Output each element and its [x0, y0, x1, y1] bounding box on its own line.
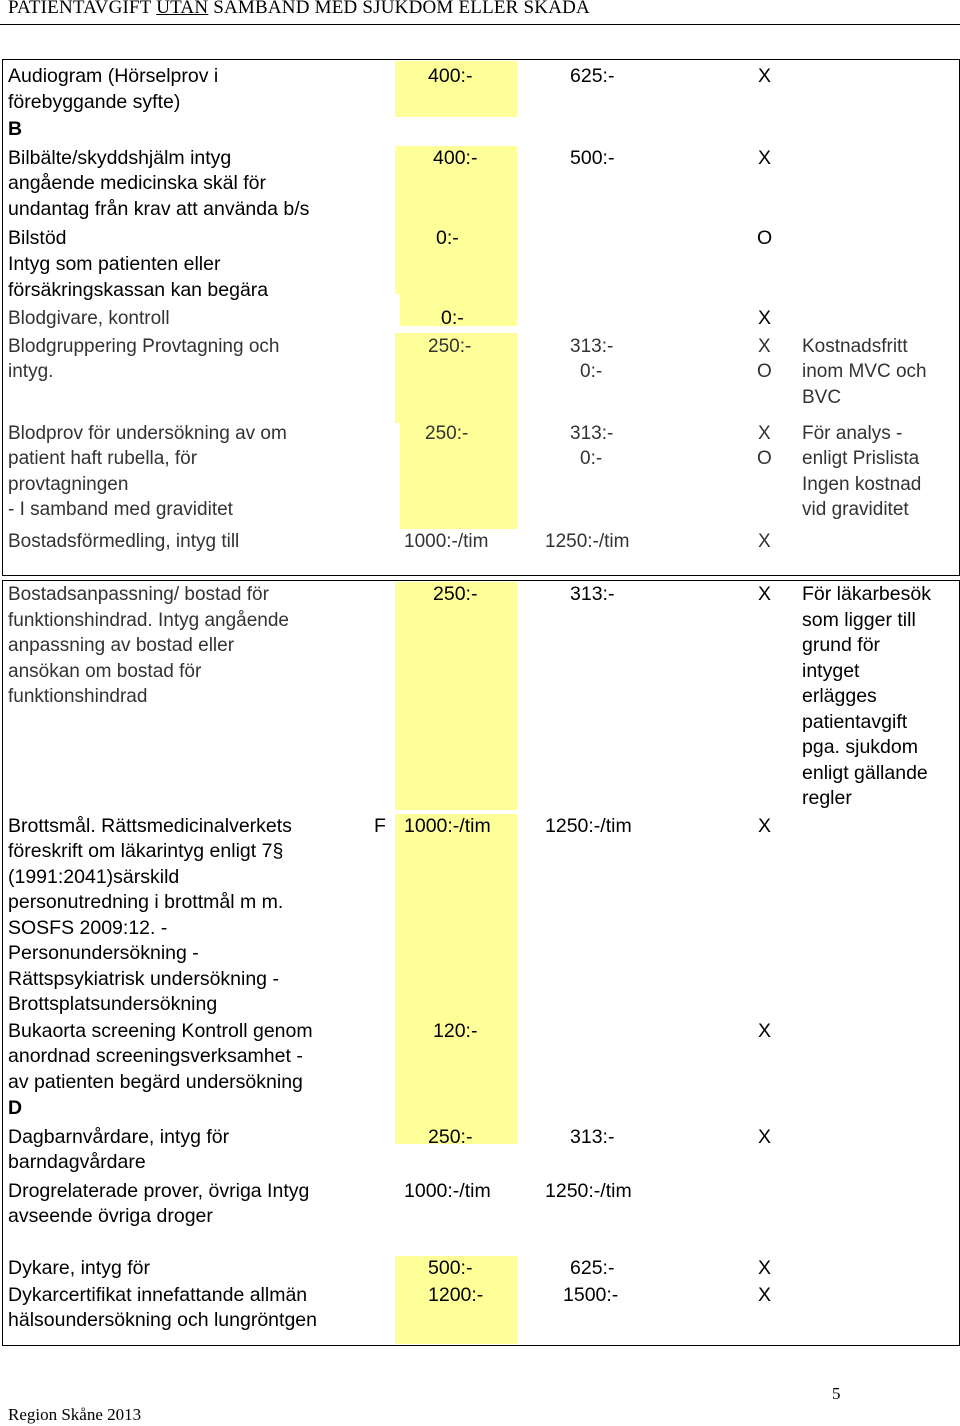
row-dykare-label: Dykare, intyg för: [8, 1257, 150, 1279]
row-brottsmal-label: Personundersökning -: [8, 942, 199, 964]
row-audiogram-price-a: 400:-: [428, 65, 473, 87]
row-audiogram-price-b: 625:-: [570, 65, 615, 87]
row-brottsmal-flag: F: [374, 815, 386, 837]
row-bostadsanpassning-note: intyget: [802, 660, 860, 682]
row-bostadsanpassning-note: grund för: [802, 634, 881, 656]
row-bukaorta-label: av patienten begärd undersökning: [8, 1071, 303, 1093]
row-blodgivare-label: Blodgivare, kontroll: [8, 308, 170, 329]
header-suffix: SAMBAND MED SJUKDOM ELLER SKADA: [208, 0, 590, 18]
row-bostadsformedling-price-b: 1250:-/tim: [545, 531, 630, 552]
row-dykarcertifikat-price-a: 1200:-: [428, 1284, 484, 1306]
row-bukaorta-label: Bukaorta screening Kontroll genom: [8, 1020, 313, 1042]
row-bostadsformedling-code: X: [758, 531, 771, 552]
row-brottsmal-label: Brottsplatsundersökning: [8, 993, 218, 1015]
row-bostadsformedling-label: Bostadsförmedling, intyg till: [8, 531, 240, 552]
row-blodprov-note: vid graviditet: [802, 499, 909, 520]
row-audiogram-code: X: [758, 65, 772, 87]
row-blodprov-label: - I samband med graviditet: [8, 499, 233, 520]
row-bilbalte-code: X: [758, 147, 772, 169]
row-brottsmal-code: X: [758, 815, 772, 837]
row-blodgruppering-note: BVC: [802, 387, 842, 408]
row-blodprov-code-alt: O: [757, 448, 772, 469]
row-blodgruppering-code: X: [758, 336, 771, 357]
row-blodprov-label: patient haft rubella, för: [8, 448, 198, 469]
row-bilbalte-price-b: 500:-: [570, 147, 615, 169]
row-bostadsanpassning-note: erlägges: [802, 685, 877, 707]
page-header: [8, 0, 590, 19]
row-brottsmal-price-b: 1250:-/tim: [545, 815, 632, 837]
row-drogrelaterade-price-b: 1250:-/tim: [545, 1180, 632, 1202]
row-drogrelaterade-label: Drogrelaterade prover, övriga Intyg: [8, 1180, 310, 1202]
section-letter-d: D: [8, 1097, 23, 1119]
row-blodgruppering-label: intyg.: [8, 361, 54, 382]
row-brottsmal-label: Rättspsykiatrisk undersökning -: [8, 968, 279, 990]
row-bostadsanpassning-price-b: 313:-: [570, 583, 615, 605]
row-dykare-price-a: 500:-: [428, 1257, 473, 1279]
row-bostadsanpassning-price-a: 250:-: [433, 583, 478, 605]
row-bilstod-label: Bilstöd: [8, 227, 67, 249]
section-letter-b: B: [8, 118, 23, 140]
row-bostadsanpassning-note: För läkarbesök: [802, 583, 931, 605]
row-blodgruppering-note: Kostnadsfritt: [802, 336, 908, 357]
row-blodprov-label: provtagningen: [8, 474, 129, 495]
row-dykarcertifikat-label: hälsoundersökning och lungröntgen: [8, 1309, 317, 1331]
row-blodgruppering-code-alt: O: [757, 361, 772, 382]
row-dykarcertifikat-label: Dykarcertifikat innefattande allmän: [8, 1284, 308, 1306]
row-blodprov-price-b-alt: 0:-: [580, 448, 603, 469]
row-bilstod-price-a: 0:-: [436, 227, 459, 249]
header-prefix: PATIENTAVGIFT: [8, 0, 157, 18]
header-underlined: UTAN: [156, 0, 209, 18]
row-brottsmal-price-a: 1000:-/tim: [404, 815, 491, 837]
row-blodgruppering-price-a: 250:-: [428, 336, 472, 357]
row-blodgivare-price-a: 0:-: [441, 307, 464, 329]
row-blodprov-price-a: 250:-: [425, 423, 469, 444]
row-dykarcertifikat-price-b: 1500:-: [563, 1284, 619, 1306]
row-blodprov-label: Blodprov för undersökning av om: [8, 423, 287, 444]
row-audiogram-label: Audiogram (Hörselprov i: [8, 65, 219, 87]
row-dagbarnvardare-label: Dagbarnvårdare, intyg för: [8, 1126, 230, 1148]
row-bostadsanpassning-label: funktionshindrad: [8, 686, 148, 707]
row-drogrelaterade-price-a: 1000:-/tim: [404, 1180, 491, 1202]
row-audiogram-label: förebyggande syfte): [8, 91, 181, 113]
row-blodprov-note: För analys -: [802, 423, 903, 444]
row-bostadsanpassning-note: som ligger till: [802, 609, 916, 631]
row-bilbalte-label: undantag från krav att använda b/s: [8, 198, 310, 220]
footer-organization: Region Skåne 2013: [8, 1405, 142, 1424]
row-bostadsanpassning-note: patientavgift: [802, 711, 908, 733]
row-brottsmal-label: personutredning i brottmål m m.: [8, 891, 284, 913]
row-bostadsformedling-price-a: 1000:-/tim: [404, 531, 489, 552]
row-brottsmal-label: Brottsmål. Rättsmedicinalverkets: [8, 815, 292, 837]
row-brottsmal-label: SOSFS 2009:12. -: [8, 917, 168, 939]
row-blodprov-note: Ingen kostnad: [802, 474, 922, 495]
row-blodgruppering-label: Blodgruppering Provtagning och: [8, 336, 280, 357]
row-bilbalte-label: angående medicinska skäl för: [8, 172, 266, 194]
row-blodprov-note: enligt Prislista: [802, 448, 920, 469]
row-bostadsanpassning-note: enligt gällande: [802, 762, 928, 784]
row-bostadsanpassning-label: funktionshindrad. Intyg angående: [8, 610, 289, 631]
row-dagbarnvardare-price-b: 313:-: [570, 1126, 615, 1148]
row-blodgruppering-price-b: 313:-: [570, 336, 614, 357]
highlight-cell: [395, 582, 517, 810]
row-brottsmal-label: (1991:2041)särskild: [8, 866, 180, 888]
row-dykare-price-b: 625:-: [570, 1257, 615, 1279]
row-brottsmal-label: föreskrift om läkarintyg enligt 7§: [8, 840, 284, 862]
row-bilbalte-label: Bilbälte/skyddshjälm intyg: [8, 147, 232, 169]
header-rule: [0, 24, 960, 25]
page-number: 5: [832, 1384, 841, 1403]
row-blodgruppering-note: inom MVC och: [802, 361, 927, 382]
row-dykarcertifikat-code: X: [758, 1284, 772, 1306]
row-bostadsanpassning-label: Bostadsanpassning/ bostad för: [8, 584, 269, 605]
row-blodprov-price-b: 313:-: [570, 423, 614, 444]
row-dykare-code: X: [758, 1257, 772, 1279]
row-blodprov-code: X: [758, 423, 771, 444]
row-dagbarnvardare-label: barndagvårdare: [8, 1151, 146, 1173]
row-bilstod-label: Intyg som patienten eller: [8, 253, 221, 275]
row-bostadsanpassning-code: X: [758, 583, 772, 605]
row-bostadsanpassning-note: pga. sjukdom: [802, 736, 918, 758]
row-bukaorta-label: anordnad screeningsverksamhet -: [8, 1045, 303, 1067]
row-blodgruppering-price-b-alt: 0:-: [580, 361, 603, 382]
row-bilstod-label: försäkringskassan kan begära: [8, 279, 269, 301]
row-dagbarnvardare-price-a: 250:-: [428, 1126, 473, 1148]
highlight-cell: [395, 814, 517, 1144]
row-blodgivare-code: X: [758, 307, 772, 329]
row-bukaorta-code: X: [758, 1020, 772, 1042]
row-bukaorta-price-a: 120:-: [433, 1020, 478, 1042]
row-bostadsanpassning-note: regler: [802, 787, 852, 809]
row-bostadsanpassning-label: anpassning av bostad eller: [8, 635, 235, 656]
row-bostadsanpassning-label: ansökan om bostad för: [8, 661, 202, 682]
row-drogrelaterade-label: avseende övriga droger: [8, 1205, 213, 1227]
row-bilbalte-price-a: 400:-: [433, 147, 478, 169]
row-dagbarnvardare-code: X: [758, 1126, 772, 1148]
row-bilstod-code: O: [757, 227, 773, 249]
